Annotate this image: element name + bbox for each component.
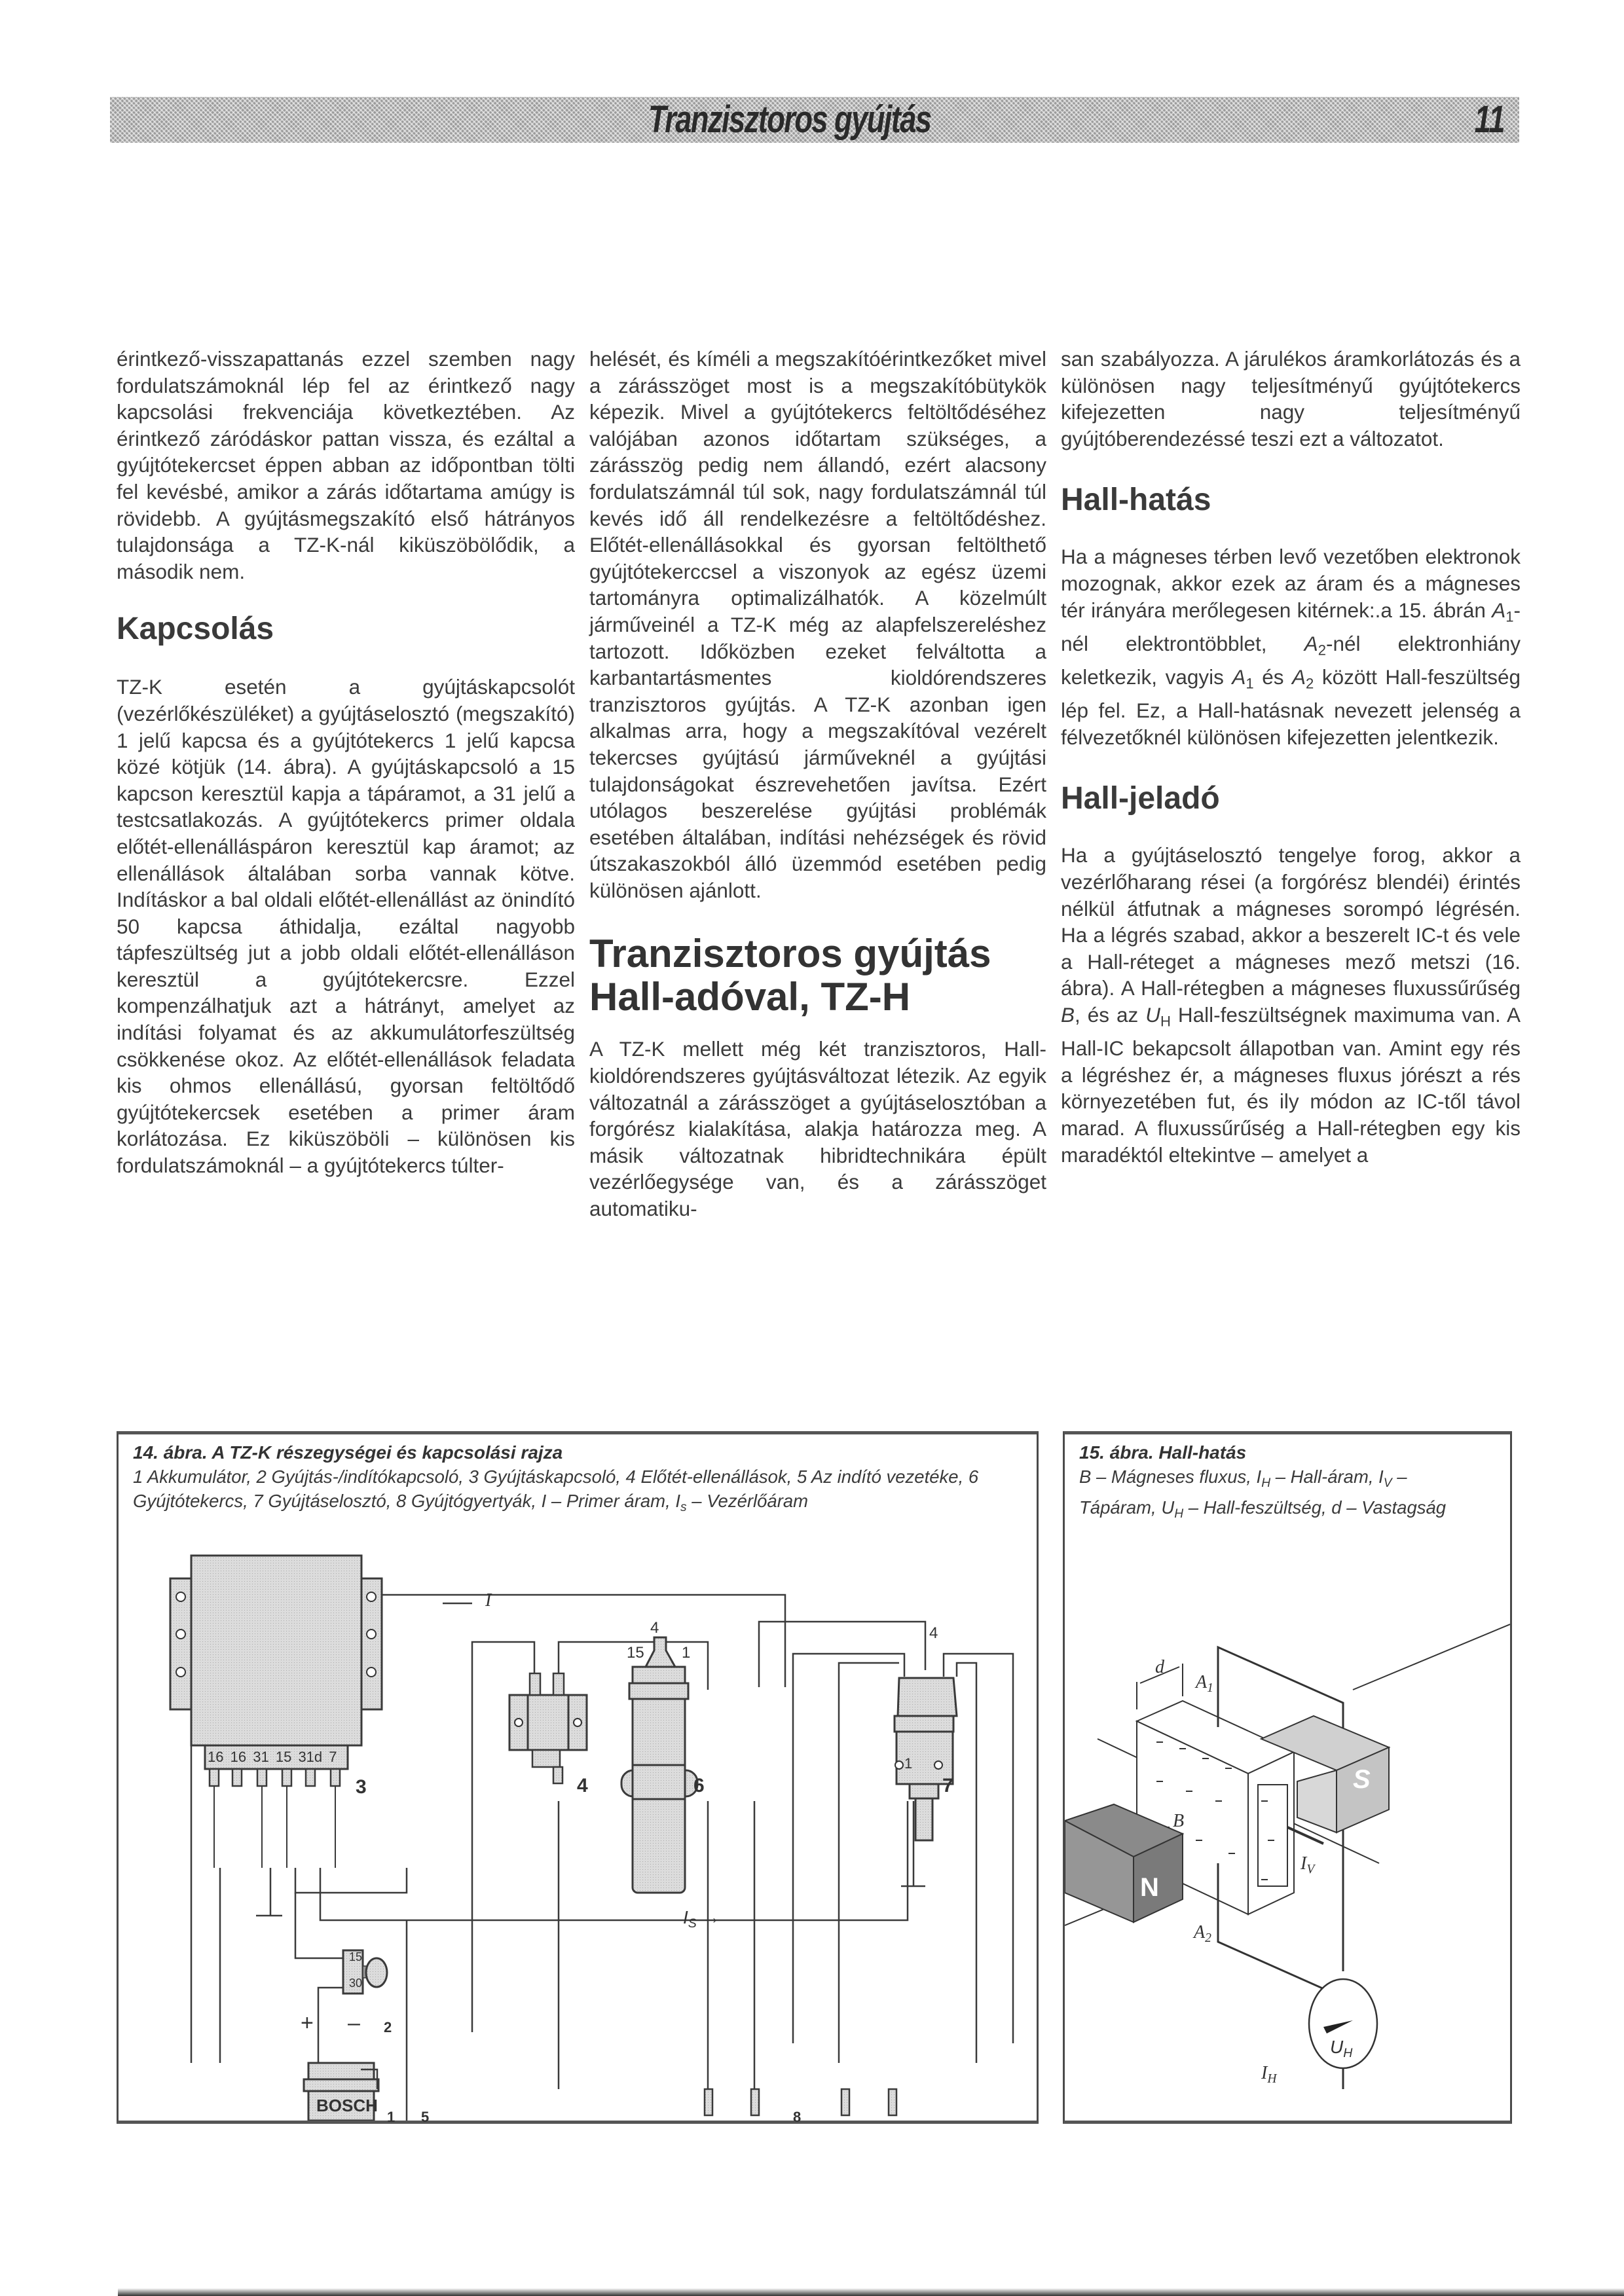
text-column-3 <box>1061 346 1521 1168</box>
paragraph-hall-sensor: Ha a gyújtáselosztó tengelye forog, akkor a vezérlőharang rései (a forgórész blendéi) érintés nélkül átfutnak a mágneses sorompó légrésén. Ha a légrés szabad, akkor a beszerelt IC-t és vele a Hall-réteget a mágneses mező metszi (16. ábra). A Hall-rétegben a mágneses fluxussűrűség B, és az $U_H$ Hall-feszültségnek maximuma van. A Hall-IC bekapcsolt állapotban van. Amint egy rés a légréshez ér, a mágneses fluxus jórészt a rés környezetében fut, és ily módon az IC-től távol marad. A fluxussűrűség a Hall-rétegben egy kis maradéktól eltekintve – amelyet a <box>1061 843 1521 1167</box>
label-IH: $I_H$ <box>1261 2063 1277 2086</box>
label-north-pole: N <box>1140 1873 1159 1902</box>
battery-plus-sign: + <box>301 2011 314 2035</box>
text-column-2 <box>589 346 1046 1222</box>
part-number-3: 3 <box>356 1776 367 1798</box>
control-unit-3 <box>170 1556 382 1868</box>
page-number: 11 <box>1474 98 1505 141</box>
label-thickness-d: d <box>1155 1657 1164 1677</box>
scan-edge-shadow <box>118 2288 1624 2296</box>
part-number-1: 1 <box>387 2109 396 2125</box>
coil-terminal-1: 1 <box>682 1644 691 1662</box>
part-number-5: 5 <box>421 2109 430 2125</box>
coil-terminal-4: 4 <box>650 1619 659 1637</box>
switch-terminal-15: 15 <box>349 1950 363 1963</box>
label-control-current: $I_S$ → <box>683 1907 720 1931</box>
paragraph: érintkező-visszapattanás ezzel szemben nagy fordulatszámoknál lép fel az érintkező nagy kapcsolási frekvenciája következtében. Az érintkező záródáskor pattan vissza, és ezáltal a gyújtótekercset éppen abban az időpontban tölti fel kevésbé, amikor a zárás időtartama amúgy is rövidebb. A gyújtásmegszakító első hátrányos tulajdonsága a TZ-K-nál kiküszöbölődik, a második nem. <box>117 347 575 583</box>
text-column-1 <box>117 346 575 1179</box>
part-number-7: 7 <box>942 1775 953 1796</box>
ignition-coil-6 <box>621 1637 697 1893</box>
part-number-8: 8 <box>793 2109 802 2125</box>
part-number-6: 6 <box>693 1775 705 1796</box>
battery-brand-label: BOSCH <box>316 2096 378 2115</box>
distributor-terminal-4: 4 <box>929 1624 938 1642</box>
coil-terminal-15: 15 <box>627 1644 644 1662</box>
figure-14-title: 14. ábra. A TZ-K részegységei és kapcsolási rajza <box>133 1442 563 1463</box>
label-primary-current: I <box>485 1590 492 1611</box>
control-unit-terminal-labels: 16 16 31 15 31d 7 <box>208 1749 337 1765</box>
label-IV: $I_V$ <box>1301 1853 1315 1876</box>
chapter-heading-line1: Tranzisztoros gyújtás <box>589 932 991 976</box>
paragraph-hall-effect: Ha a mágneses térben levő vezetőben elektronok mozognak, akkor ezek az áram és a mágneses tér irányára merőlegesen kitérnek:.a 15. ábrán $A_1$-nél elektrontöbblet, $A_2$-nél elektronhiány keletkezik, vagyis $A_1$ és $A_2$ között Hall-feszültség lép fel. Ez, a Hall-hatásnak nevezett jelenség a félvezetőknél különösen kifejezetten jelentkezik. <box>1061 545 1521 749</box>
battery-minus-sign: – <box>348 2011 360 2035</box>
label-A1: $A_1$ <box>1196 1672 1213 1695</box>
figure-15-box <box>1063 1431 1512 2124</box>
figure-14-box <box>117 1431 1039 2124</box>
switch-terminal-30: 30 <box>349 1977 363 1990</box>
figure-15-caption: B – Mágneses fluxus, $I_H$ – Hall-áram, $I_V$ – Tápáram, $U_H$ – Hall-feszültség, d – Vastagság <box>1079 1467 1447 1521</box>
part-number-4: 4 <box>577 1775 588 1796</box>
section-heading-hall-jelado: Hall-jeladó <box>1061 781 1220 816</box>
figure-15-title: 15. ábra. Hall-hatás <box>1079 1442 1247 1463</box>
paragraph: A TZ-K mellett még két tranzisztoros, Hall-kioldórendszeres gyújtásváltozat létezik. Az egyik változatnál a zárásszöget a gyújtáselosztóban a forgórész kialakítása, alakja határozza meg. A másik változatnak hibridtechnikára épült vezérlőegysége van, és a zárásszöget automatiku- <box>589 1037 1046 1221</box>
label-UH: $U_H$ <box>1330 2037 1353 2060</box>
chapter-heading-line2: Hall-adóval, TZ-H <box>589 975 911 1019</box>
ballast-resistors-4 <box>509 1673 587 1783</box>
section-heading-hall-hatas: Hall-hatás <box>1061 483 1211 518</box>
label-A2: $A_2$ <box>1194 1922 1211 1945</box>
distributor-terminal-1: 1 <box>904 1755 913 1772</box>
paragraph: san szabályozza. A járulékos áramkorlátozás és a különösen nagy teljesítményű gyújtótekercs kifejezetten nagy teljesítményű gyújtóberendezéssé teszi ezt a változatot. <box>1061 347 1521 450</box>
paragraph: TZ-K esetén a gyújtáskapcsolót (vezérlőkészüléket) a gyújtáselosztó (megszakító) 1 jelű kapcsa és a gyújtótekercs 1 jelű kapcsa közé kötjük (14. ábra). A gyújtáskapcsoló a 15 kapcson keresztül kapja a tápáramot, a 31 jelű a testcsatlakozás. A gyújtótekercs primer oldala előtét-ellenálláspáron keresztül kap áramot; az ellenállások általában sorba vannak kötve. Indításkor a bal oldali előtét-ellenállást az önindító 50 kapcsa áthidalja, ezáltal nagyobb tápfeszültség jut a jobb oldali előtét-ellenálláson keresztül a gyújtótekercsre. Ezzel kompenzálhatjuk azt a hátrányt, amelyet az indítási folyamat és az akkumulátorfeszültség csökkenése okoz. Az előtét-ellenállások feladata kis ohmos ellenállású, gyorsan feltöltődő gyújtótekercsek esetében a primer áram korlátozása. Ez kiküszöböli – különösen kis fordulatszámoknál – a gyújtótekercs túlter- <box>117 675 575 1178</box>
figure-14-caption: 1 Akkumulátor, 2 Gyújtás-/indítókapcsoló, 3 Gyújtáskapcsoló, 4 Előtét-ellenállások, 5 Az indító vezetéke, 6 Gyújtótekercs, 7 Gyújtáselosztó, 8 Gyújtógyertyák, I – Primer áram, $I_s$ – Vezérlőáram <box>133 1467 979 1514</box>
label-flux-B: B <box>1173 1811 1185 1831</box>
section-heading-kapcsolas: Kapcsolás <box>117 611 274 647</box>
running-header-title: Tranzisztoros gyújtás <box>648 98 931 141</box>
hall-effect-diagram <box>1065 1434 1510 2121</box>
paragraph: helését, és kíméli a megszakítóérintkezőket mivel a zárásszöget most is a megszakítóbütykök képezik. Mivel a gyújtótekercs feltöltődéséhez valójában azonos időtartam szükséges, a zárásszög pedig nem állandó, ezért alacsony fordulatszámnál túl sok, nagy fordulatszámnál túl kevés idő áll rendelkezésre a feltöltődéshez. Előtét-ellenállásokkal és gyorsan feltölthető gyújtótekerccsel a viszonyok az egész üzemi tartományra optimalizálhatók. A közelmúlt járműveinél a TZ-K még az alapfelszereléshez tartozott. Időközben ezeket felváltotta a karbantartásmentes kioldórendszeres tranzisztoros gyújtás. A TZ-K azonban igen alkalmas arra, hogy a megszakítóval vezérelt tekercses gyújtású járműveknél a gyújtási tulajdonságokat észrevehetően javítsa. Ezért utólagos beszerelése gyújtási problémák esetében általában, indítási nehézségek és rövid útszakaszokból álló üzemmód esetében pedig különösen ajánlott. <box>589 347 1046 902</box>
part-number-2: 2 <box>384 2019 392 2035</box>
label-south-pole: S <box>1353 1765 1371 1794</box>
